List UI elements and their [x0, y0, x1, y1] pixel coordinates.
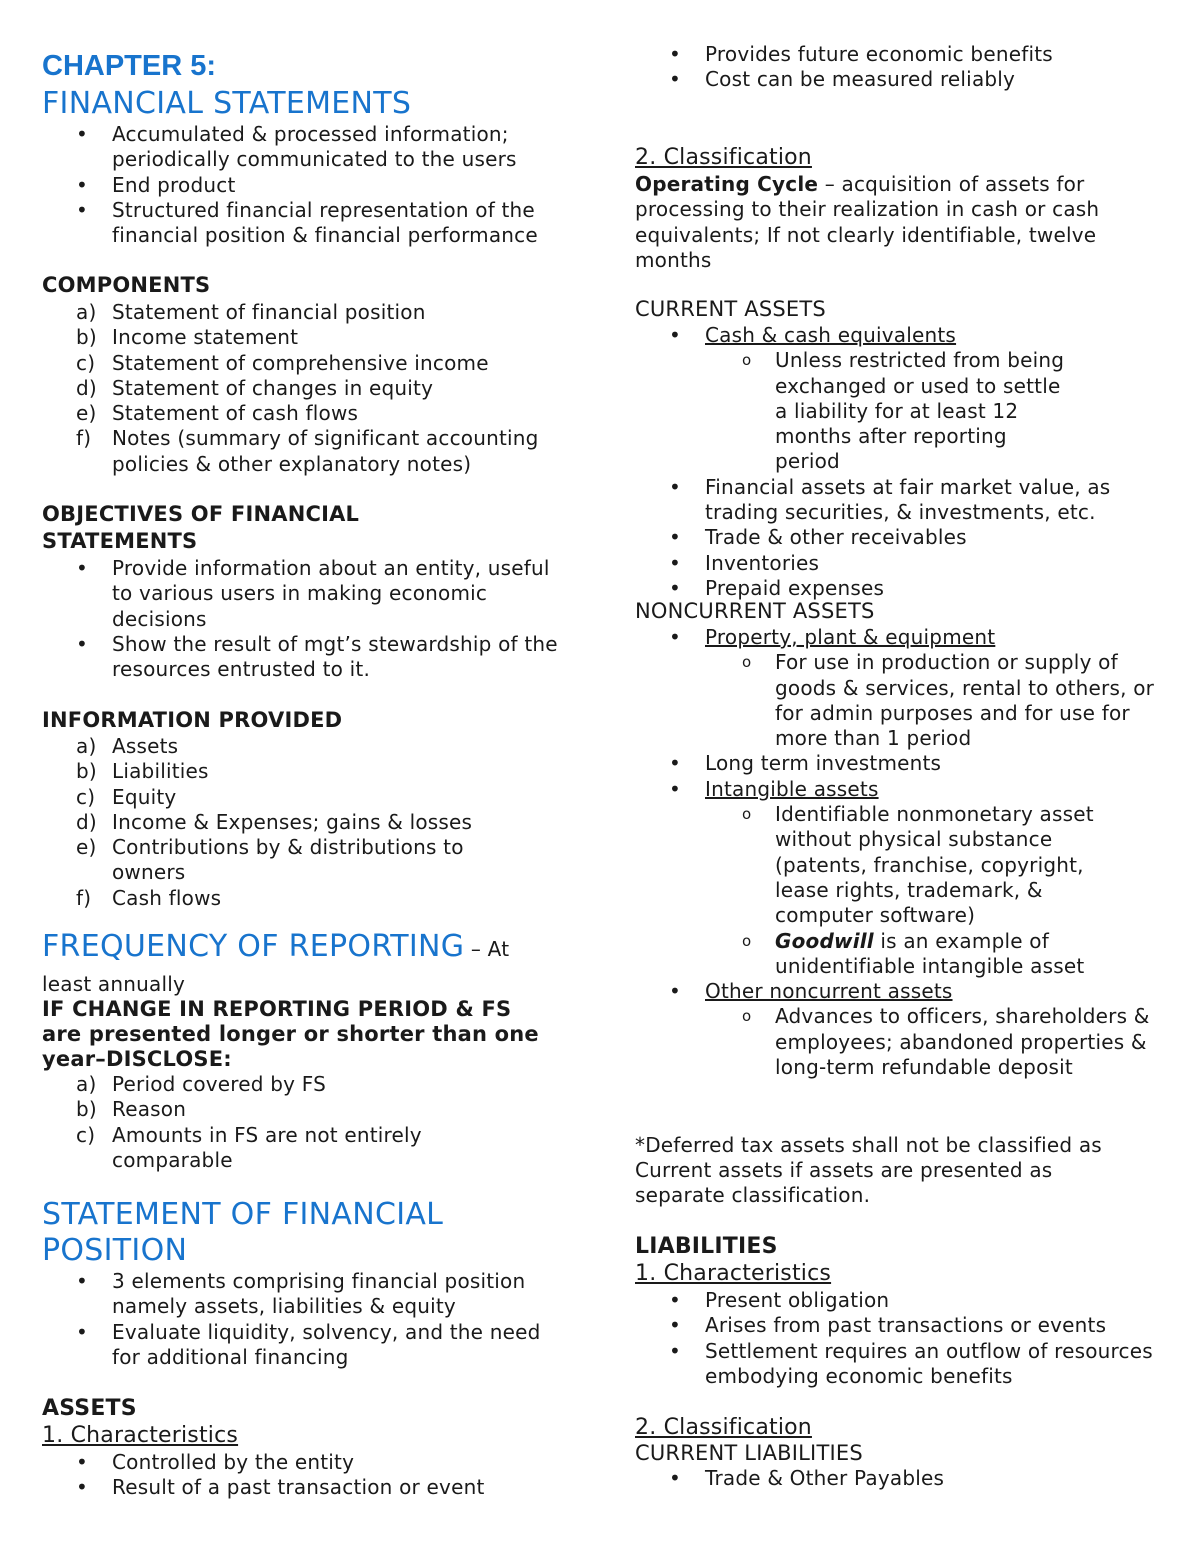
- list-text: Assets: [112, 734, 179, 758]
- list-marker: d): [76, 375, 97, 400]
- list-text: Notes (summary of significant accounting policies & other explanatory notes): [112, 426, 539, 476]
- operating-cycle-line1: [635, 172, 1084, 197]
- list-item: [42, 376, 582, 401]
- list-text: Equity: [112, 784, 177, 809]
- sub-list-item: o For use in production or supply of goods & services, rental to others, or for admin purposes and for use for more than 1 period: [635, 650, 1155, 751]
- list-item: [42, 325, 582, 350]
- list-item: [635, 625, 1175, 650]
- chapter-label: CHAPTER 5:: [42, 50, 217, 82]
- list-item: • 3 elements comprising financial position namely assets, liabilities & equity: [42, 1269, 572, 1320]
- list-text: Reason: [112, 1097, 187, 1122]
- list-item: • Inventories: [635, 551, 1175, 576]
- sfp-heading-line1: STATEMENT OF FINANCIAL: [42, 1197, 444, 1232]
- sub-list-item: o Unless restricted from being exchanged or used to settle a liability for at least 12 months after reporting period: [635, 348, 1075, 474]
- current-assets-list: [635, 323, 1175, 601]
- sfp-list: [42, 1269, 572, 1370]
- noncurrent-assets-list: [635, 625, 1175, 1080]
- assets-heading: ASSETS: [42, 1396, 137, 1421]
- list-item: • Evaluate liquidity, solvency, and the need for additional financing: [42, 1320, 572, 1371]
- objectives-list: [42, 556, 562, 682]
- classification-heading: 2. Classification: [635, 145, 812, 170]
- assets-characteristics-heading: 1. Characteristics: [42, 1423, 239, 1448]
- list-item: [42, 1072, 502, 1097]
- current-liabilities-heading: CURRENT LIABILITIES: [635, 1441, 863, 1465]
- list-marker: e): [76, 401, 97, 426]
- list-marker: c): [76, 784, 96, 809]
- liabilities-classification-heading: 2. Classification: [635, 1415, 812, 1440]
- list-item: [42, 1123, 502, 1174]
- frequency-bold-line2: are presented longer or shorter than one: [42, 1022, 539, 1046]
- current-liabilities-list: [635, 1466, 1175, 1491]
- operating-cycle-line2: processing to their realization in cash or cash: [635, 197, 1100, 221]
- list-item: • Accumulated & processed information; periodically communicated to the users: [42, 122, 582, 173]
- list-item: [42, 759, 522, 784]
- list-item: • Structured financial representation of the financial position & financial performance: [42, 198, 582, 249]
- noncurrent-assets-heading: NONCURRENT ASSETS: [635, 599, 875, 623]
- intro-list: [42, 122, 582, 248]
- list-item: [635, 777, 1175, 802]
- intangible-assets-label: Intangible assets: [705, 776, 879, 801]
- liabilities-characteristics-heading: 1. Characteristics: [635, 1261, 832, 1286]
- sub-list-item: o Advances to officers, shareholders & employees; abandoned properties & long-term refundable deposit: [635, 1004, 1155, 1080]
- list-item: • End product: [42, 173, 582, 198]
- list-text: Amounts in FS are not entirely comparable: [112, 1122, 422, 1172]
- info-provided-list: [42, 734, 522, 911]
- list-item: • Financial assets at fair market value, as trading securities, & investments, etc.: [635, 475, 1175, 526]
- list-item: [42, 426, 582, 477]
- list-item: • Arises from past transactions or events: [635, 1313, 1175, 1338]
- sub-list-item: [635, 929, 1125, 980]
- list-text: Income statement: [112, 325, 299, 350]
- other-noncurrent-label: Other noncurrent assets: [705, 979, 953, 1004]
- sfp-heading-line2: POSITION: [42, 1233, 188, 1268]
- list-item: • Trade & other receivables: [635, 525, 1175, 550]
- list-item: [42, 1097, 502, 1122]
- liabilities-heading: LIABILITIES: [635, 1234, 778, 1259]
- list-item: [635, 323, 1175, 348]
- list-text: Cash flows: [112, 885, 222, 910]
- disclosure-list: [42, 1072, 502, 1173]
- list-item: [42, 734, 522, 759]
- list-text: Statement of comprehensive income: [112, 350, 489, 375]
- info-provided-heading: INFORMATION PROVIDED: [42, 708, 343, 732]
- list-item: • Prepaid expenses: [635, 576, 1175, 601]
- frequency-heading: FREQUENCY OF REPORTING: [42, 929, 465, 964]
- objectives-heading-line2: STATEMENTS: [42, 529, 198, 553]
- goodwill-text: is an example of unidentifiable intangible asset: [775, 928, 1085, 978]
- list-item: [42, 835, 522, 886]
- operating-cycle-line4: months: [635, 248, 712, 272]
- list-marker: a): [76, 300, 97, 324]
- components-heading: COMPONENTS: [42, 273, 211, 297]
- list-marker: f): [76, 885, 92, 910]
- deferred-tax-note-line2: Current assets if assets are presented as: [635, 1158, 1053, 1182]
- list-marker: d): [76, 809, 97, 834]
- operating-cycle-text: – acquisition of assets for: [818, 172, 1085, 196]
- list-text: Statement of cash flows: [112, 401, 359, 426]
- liabilities-characteristics-list: [635, 1288, 1175, 1389]
- list-text: Period covered by FS: [112, 1072, 326, 1096]
- list-marker: b): [76, 759, 97, 784]
- list-item: • Controlled by the entity: [42, 1450, 582, 1475]
- list-item: • Provides future economic benefits: [635, 42, 1175, 67]
- list-item: [635, 979, 1175, 1004]
- list-item: • Trade & Other Payables: [635, 1466, 1175, 1491]
- frequency-text: – At: [464, 937, 510, 961]
- list-marker: f): [76, 426, 92, 451]
- list-text: Statement of financial position: [112, 300, 426, 324]
- cash-equivalents-link: Cash & cash equivalents: [705, 323, 957, 347]
- list-marker: e): [76, 835, 97, 860]
- assets-characteristics-list: [42, 1450, 582, 1501]
- current-assets-heading: CURRENT ASSETS: [635, 297, 826, 321]
- list-item: • Provide information about an entity, useful to various users in making economic decisions: [42, 556, 562, 632]
- objectives-heading-line1: OBJECTIVES OF FINANCIAL: [42, 502, 360, 526]
- list-marker: b): [76, 1097, 97, 1122]
- list-marker: a): [76, 1072, 97, 1096]
- list-item: [42, 785, 522, 810]
- list-item: • Present obligation: [635, 1288, 1175, 1313]
- frequency-bold-line3: year–DISCLOSE:: [42, 1047, 232, 1071]
- list-item: • Long term investments: [635, 751, 1175, 776]
- frequency-paragraph: [42, 929, 582, 964]
- list-item: • Settlement requires an outflow of resources embodying economic benefits: [635, 1339, 1175, 1390]
- goodwill-term: Goodwill: [775, 928, 874, 953]
- sub-list-item: o Identifiable nonmonetary asset without physical substance (patents, franchise, copyright, lease rights, trademark, & computer software): [635, 802, 1125, 928]
- list-item: [42, 886, 522, 911]
- list-item: [42, 351, 582, 376]
- frequency-bold-line1: IF CHANGE IN REPORTING PERIOD & FS: [42, 997, 512, 1021]
- operating-cycle-label: Operating Cycle: [635, 172, 819, 196]
- list-item: [42, 300, 582, 325]
- operating-cycle-line3: equivalents; If not clearly identifiable, twelve: [635, 223, 1097, 247]
- list-item: • Cost can be measured reliably: [635, 67, 1175, 92]
- list-marker: b): [76, 325, 97, 350]
- list-text: Income & Expenses; gains & losses: [112, 809, 473, 834]
- deferred-tax-note-line1: *Deferred tax assets shall not be classified as: [635, 1133, 1102, 1157]
- list-item: • Result of a past transaction or event: [42, 1475, 582, 1500]
- list-text: Liabilities: [112, 759, 209, 784]
- components-list: [42, 300, 582, 477]
- list-marker: c): [76, 350, 96, 375]
- list-marker: a): [76, 734, 97, 758]
- list-text: Contributions by & distributions to owners: [112, 835, 464, 885]
- list-item: [42, 810, 522, 835]
- list-item: [42, 401, 582, 426]
- ppe-label: Property, plant & equipment: [705, 625, 996, 649]
- deferred-tax-note-line3: separate classification.: [635, 1183, 871, 1207]
- chapter-title: FINANCIAL STATEMENTS: [42, 86, 412, 121]
- assets-characteristics-continued: [635, 42, 1175, 93]
- list-item: • Show the result of mgt’s stewardship of the resources entrusted to it.: [42, 632, 562, 683]
- frequency-text-line2: least annually: [42, 972, 186, 996]
- list-marker: c): [76, 1122, 96, 1147]
- list-text: Statement of changes in equity: [112, 375, 434, 400]
